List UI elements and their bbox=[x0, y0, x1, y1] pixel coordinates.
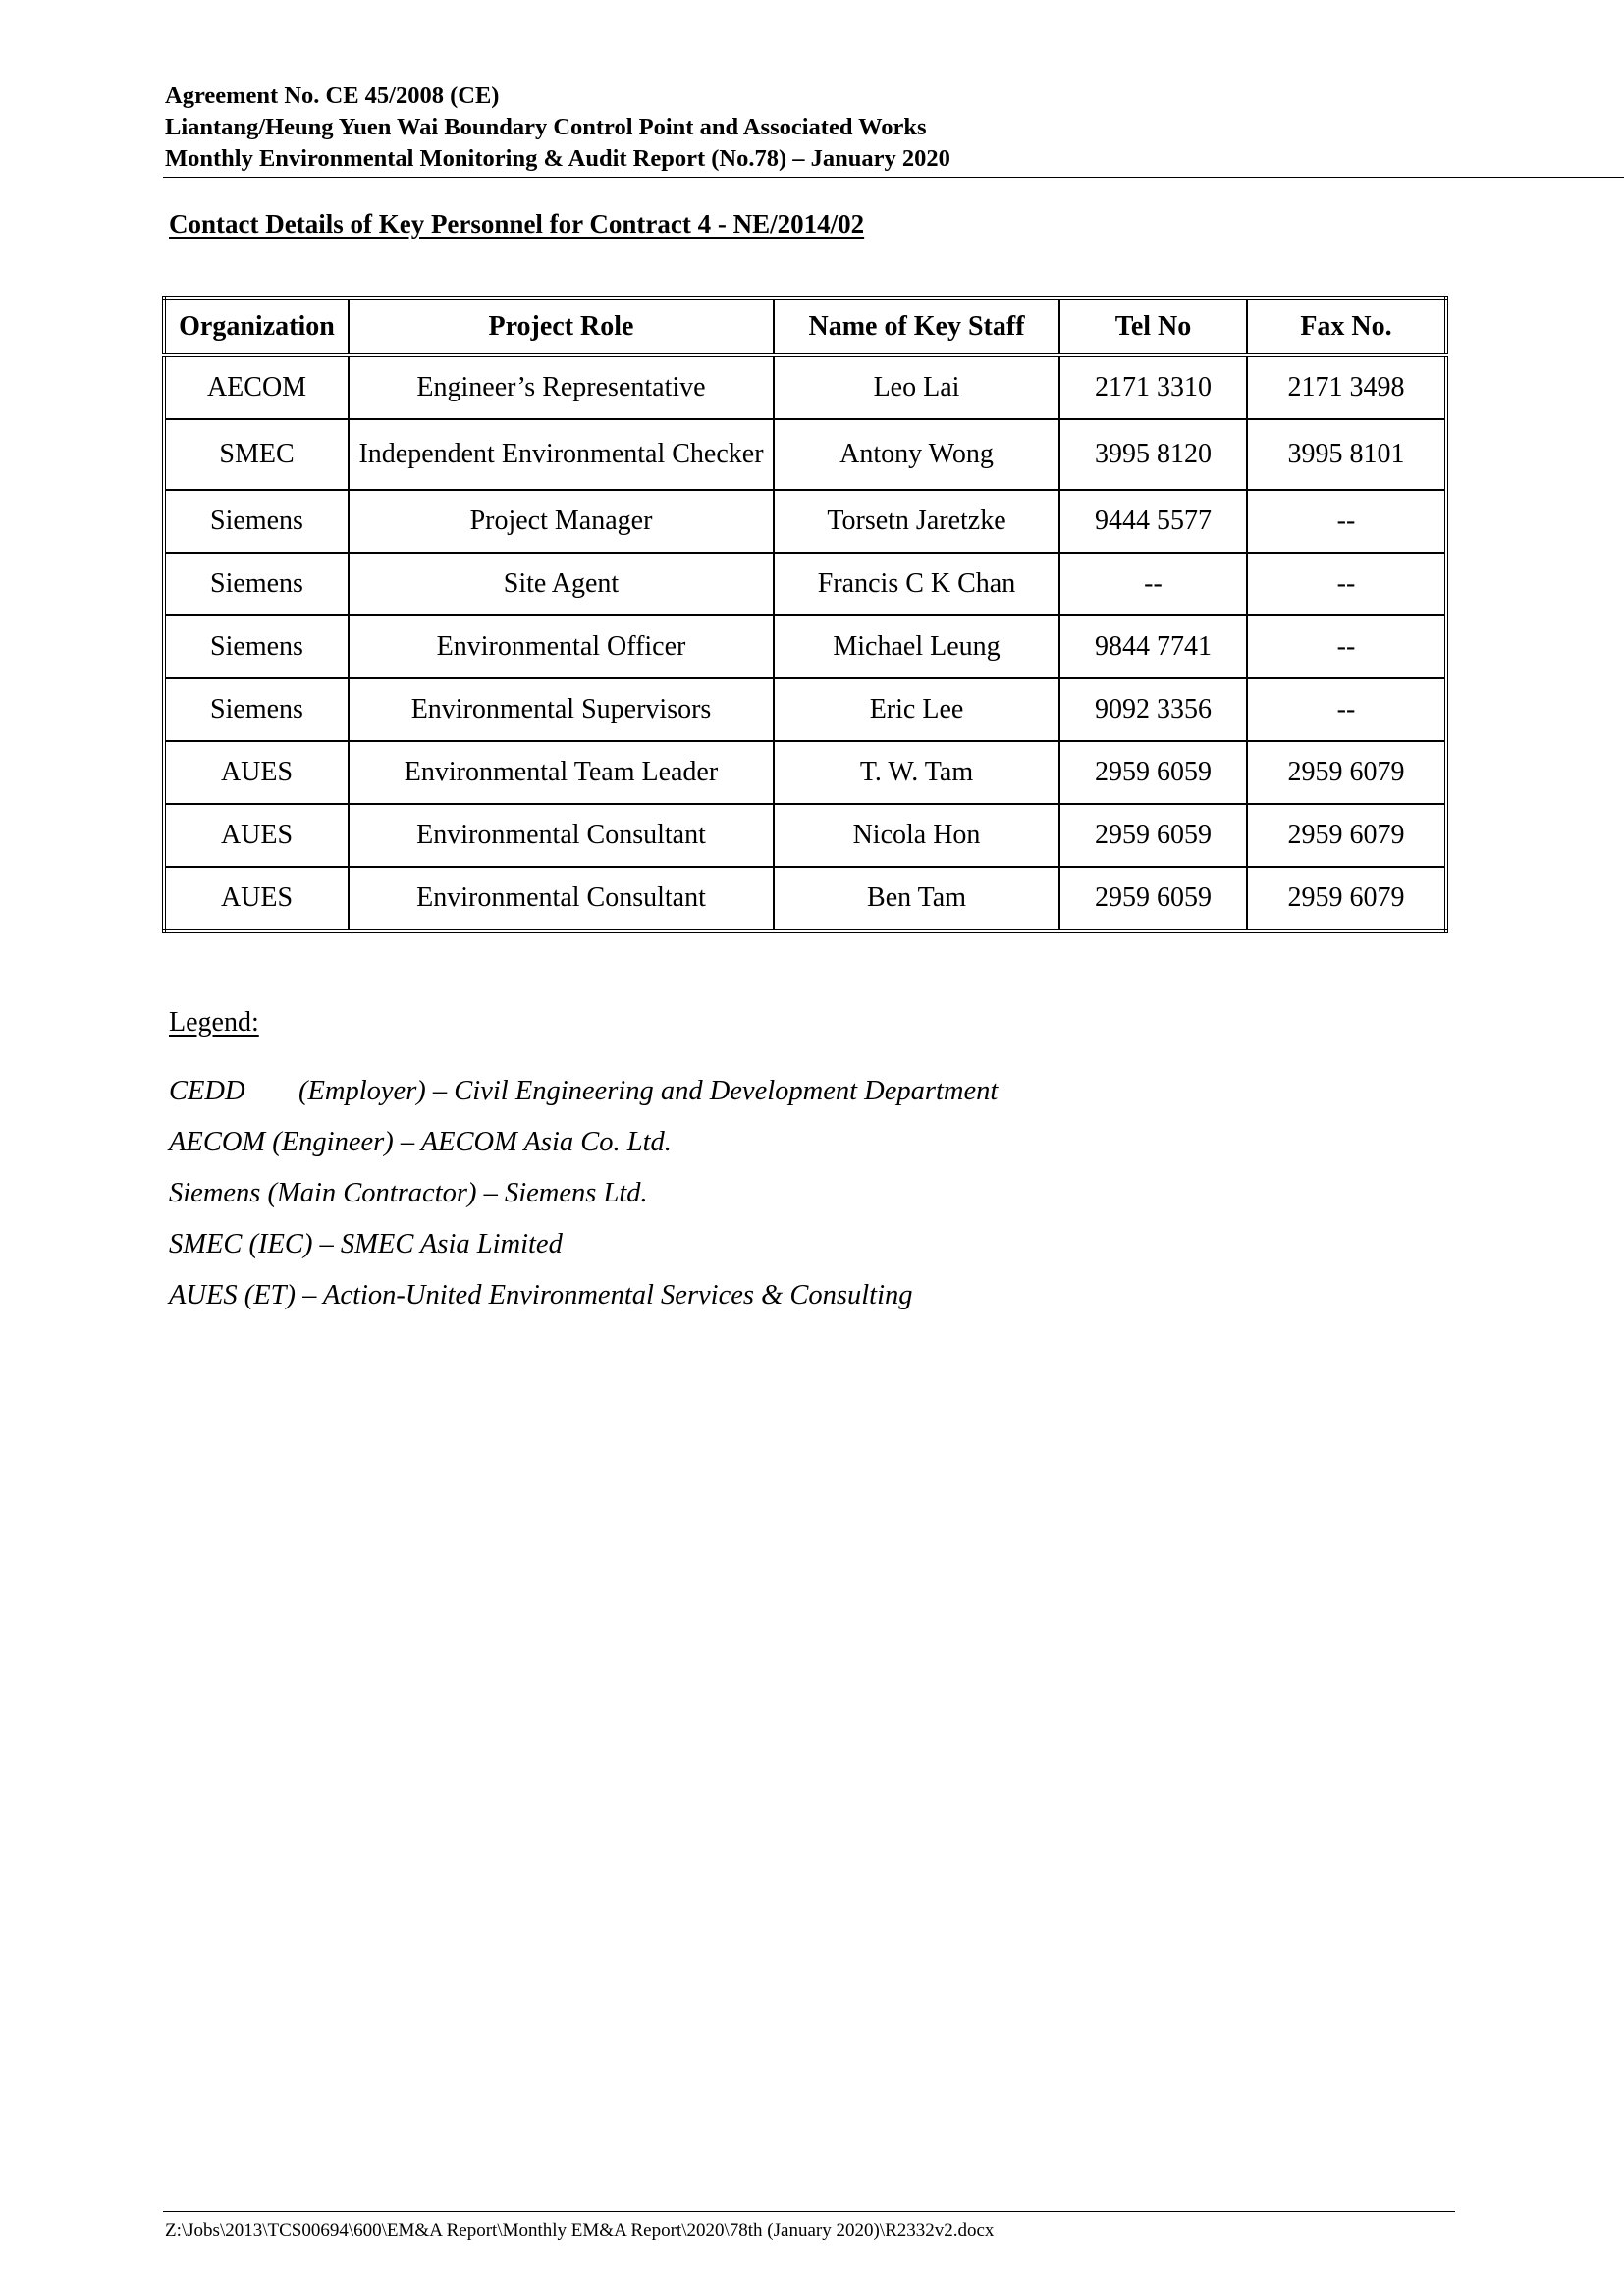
cell-organization: AUES bbox=[164, 804, 349, 867]
legend-item bbox=[169, 1168, 998, 1219]
cell-project-role: Environmental Team Leader bbox=[349, 741, 774, 804]
cell-organization: Siemens bbox=[164, 553, 349, 615]
header-report: Monthly Environmental Monitoring & Audit Report (No.78) – January 2020 bbox=[165, 145, 950, 172]
column-header-fax: Fax No. bbox=[1247, 298, 1446, 355]
cell-tel: 9844 7741 bbox=[1059, 615, 1247, 678]
cell-key-staff: Eric Lee bbox=[774, 678, 1059, 741]
cell-key-staff: Francis C K Chan bbox=[774, 553, 1059, 615]
table-row bbox=[164, 741, 1446, 804]
cell-organization: AUES bbox=[164, 741, 349, 804]
cell-key-staff: Antony Wong bbox=[774, 419, 1059, 490]
cell-organization: AUES bbox=[164, 867, 349, 931]
cell-project-role: Site Agent bbox=[349, 553, 774, 615]
cell-fax: 2959 6079 bbox=[1247, 804, 1446, 867]
table-row bbox=[164, 615, 1446, 678]
column-header-key-staff: Name of Key Staff bbox=[774, 298, 1059, 355]
cell-tel: -- bbox=[1059, 553, 1247, 615]
cell-project-role: Engineer’s Representative bbox=[349, 355, 774, 419]
cell-project-role: Independent Environmental Checker bbox=[349, 419, 774, 490]
legend bbox=[169, 1007, 998, 1321]
legend-item bbox=[169, 1270, 998, 1321]
legend-item-text: (Engineer) – AECOM Asia Co. Ltd. bbox=[272, 1127, 672, 1157]
legend-item-key: CEDD bbox=[169, 1076, 245, 1106]
cell-organization: Siemens bbox=[164, 678, 349, 741]
legend-item-text: (ET) – Action-United Environmental Services & Consulting bbox=[244, 1280, 913, 1310]
cell-fax: -- bbox=[1247, 553, 1446, 615]
cell-project-role: Environmental Supervisors bbox=[349, 678, 774, 741]
cell-fax: 2959 6079 bbox=[1247, 741, 1446, 804]
column-header-organization: Organization bbox=[164, 298, 349, 355]
table-header-row bbox=[164, 298, 1446, 355]
table-row bbox=[164, 490, 1446, 553]
cell-organization: SMEC bbox=[164, 419, 349, 490]
legend-title: Legend: bbox=[169, 1007, 259, 1038]
table-row bbox=[164, 867, 1446, 931]
legend-item bbox=[169, 1066, 998, 1117]
column-header-tel: Tel No bbox=[1059, 298, 1247, 355]
footer-file-path: Z:\Jobs\2013\TCS00694\600\EM&A Report\Monthly EM&A Report\2020\78th (January 2020)\R2332v2.docx bbox=[165, 2220, 995, 2241]
table-row bbox=[164, 419, 1446, 490]
cell-fax: -- bbox=[1247, 490, 1446, 553]
legend-item bbox=[169, 1117, 998, 1168]
cell-fax: 2171 3498 bbox=[1247, 355, 1446, 419]
section-title: Contact Details of Key Personnel for Contract 4 - NE/2014/02 bbox=[169, 209, 865, 239]
cell-tel: 9444 5577 bbox=[1059, 490, 1247, 553]
cell-fax: 2959 6079 bbox=[1247, 867, 1446, 931]
table-row bbox=[164, 804, 1446, 867]
cell-tel: 2959 6059 bbox=[1059, 867, 1247, 931]
legend-item-key: AUES bbox=[169, 1280, 238, 1310]
cell-fax: -- bbox=[1247, 678, 1446, 741]
contacts-table bbox=[162, 296, 1448, 933]
legend-item-text: (Main Contractor) – Siemens Ltd. bbox=[267, 1178, 648, 1208]
cell-key-staff: Nicola Hon bbox=[774, 804, 1059, 867]
cell-tel: 9092 3356 bbox=[1059, 678, 1247, 741]
cell-tel: 2959 6059 bbox=[1059, 804, 1247, 867]
cell-organization: Siemens bbox=[164, 615, 349, 678]
legend-item bbox=[169, 1219, 998, 1270]
cell-project-role: Environmental Officer bbox=[349, 615, 774, 678]
table-row bbox=[164, 355, 1446, 419]
header-divider bbox=[163, 177, 1624, 178]
cell-key-staff: T. W. Tam bbox=[774, 741, 1059, 804]
table-row bbox=[164, 553, 1446, 615]
cell-organization: Siemens bbox=[164, 490, 349, 553]
legend-item-key: Siemens bbox=[169, 1178, 261, 1208]
cell-project-role: Environmental Consultant bbox=[349, 867, 774, 931]
cell-fax: 3995 8101 bbox=[1247, 419, 1446, 490]
cell-key-staff: Torsetn Jaretzke bbox=[774, 490, 1059, 553]
table-row bbox=[164, 678, 1446, 741]
cell-project-role: Project Manager bbox=[349, 490, 774, 553]
cell-key-staff: Leo Lai bbox=[774, 355, 1059, 419]
column-header-project-role: Project Role bbox=[349, 298, 774, 355]
cell-organization: AECOM bbox=[164, 355, 349, 419]
header-agreement: Agreement No. CE 45/2008 (CE) bbox=[165, 82, 500, 109]
legend-item-text: (IEC) – SMEC Asia Limited bbox=[248, 1229, 563, 1259]
header-project: Liantang/Heung Yuen Wai Boundary Control Point and Associated Works bbox=[165, 114, 927, 140]
cell-tel: 2959 6059 bbox=[1059, 741, 1247, 804]
cell-tel: 3995 8120 bbox=[1059, 419, 1247, 490]
report-header bbox=[165, 80, 950, 175]
cell-fax: -- bbox=[1247, 615, 1446, 678]
legend-item-key: AECOM bbox=[169, 1127, 266, 1157]
legend-item-text: (Employer) – Civil Engineering and Development Department bbox=[298, 1076, 999, 1106]
contacts-table-container bbox=[162, 296, 1444, 933]
cell-project-role: Environmental Consultant bbox=[349, 804, 774, 867]
cell-key-staff: Ben Tam bbox=[774, 867, 1059, 931]
footer-divider bbox=[163, 2211, 1455, 2212]
cell-key-staff: Michael Leung bbox=[774, 615, 1059, 678]
cell-tel: 2171 3310 bbox=[1059, 355, 1247, 419]
legend-item-key: SMEC bbox=[169, 1229, 243, 1259]
